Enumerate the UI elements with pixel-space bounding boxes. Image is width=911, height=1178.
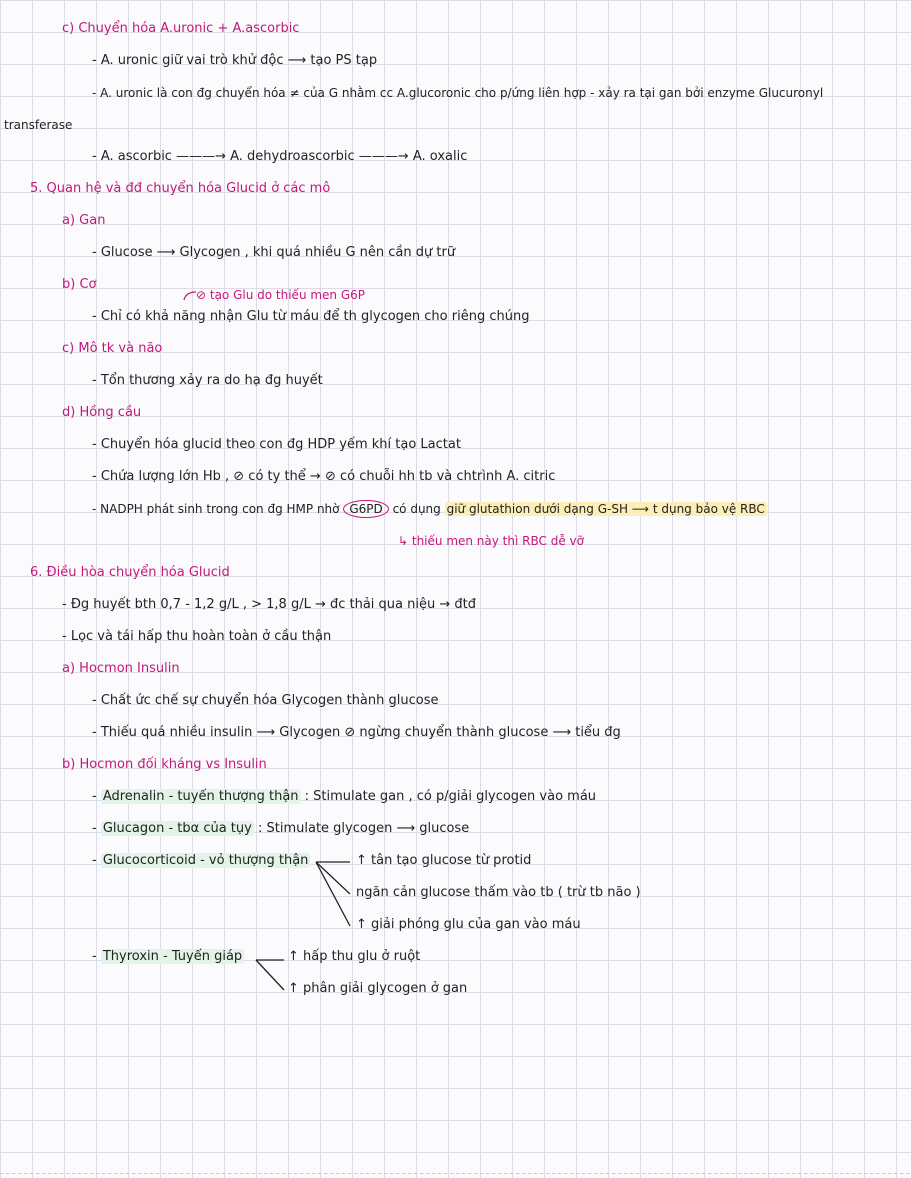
subheading-gan: a) Gan [62, 213, 106, 228]
note-line: - Tổn thương xảy ra do hạ đg huyết [92, 373, 323, 388]
subheading-co: b) Cơ [62, 277, 97, 292]
subheading-hong-cau: d) Hồng cầu [62, 405, 142, 420]
glucocorticoid-effect-2: ngăn cản glucose thấm vào tb ( trừ tb não ) [356, 885, 641, 900]
adrenalin-text: : Stimulate gan , có p/giải glycogen vào máu [304, 789, 597, 804]
nadph-text: - NADPH phát sinh trong con đg HMP nhờ [92, 502, 340, 516]
note-line: - Thiếu quá nhiều insulin ⟶ Glycogen ⊘ ngừng chuyển thành glucose ⟶ tiểu đg [92, 725, 621, 740]
heading-section-5: 5. Quan hệ và đđ chuyển hóa Glucid ở các mô [30, 181, 331, 196]
note-line: - Chứa lượng lớn Hb , ⊘ có ty thể → ⊘ có chuỗi hh tb và chtrình A. citric [92, 469, 556, 484]
thyroxin-effect-2: ↑ phân giải glycogen ở gan [288, 981, 468, 996]
page-bottom-edge [0, 1170, 911, 1176]
subheading-insulin: a) Hocmon Insulin [62, 661, 180, 676]
note-line: - Chỉ có khả năng nhận Glu từ máu để th glycogen cho riêng chúng [92, 309, 530, 324]
highlight-adrenalin: Adrenalin - tuyến thượng thận [102, 789, 299, 804]
note-line-glucagon: - Glucagon - tbα của tụy : Stimulate glycogen ⟶ glucose [92, 821, 470, 836]
annotation-g6p: ⊘ tạo Glu do thiếu men G6P [196, 288, 366, 302]
heading-uronic-ascorbic: c) Chuyển hóa A.uronic + A.ascorbic [62, 21, 300, 36]
note-line: - Chuyển hóa glucid theo con đg HDP yếm khí tạo Lactat [92, 437, 461, 452]
note-line: - A. uronic giữ vai trò khử độc ⟶ tạo PS tạp [92, 53, 378, 68]
highlight-glutathion: giữ glutathion dưới dạng G-SH ⟶ t dụng bảo vệ RBC [446, 502, 765, 516]
note-line: - Chất ức chế sự chuyển hóa Glycogen thành glucose [92, 693, 439, 708]
thyroxin-effect-1: ↑ hấp thu glu ở ruột [288, 949, 421, 964]
bracket-line-2 [316, 862, 350, 894]
subheading-doi-khang: b) Hocmon đối kháng vs Insulin [62, 757, 267, 772]
subheading-mo-tk: c) Mô tk và não [62, 341, 163, 356]
highlight-glucagon: Glucagon - tbα của tụy [102, 821, 252, 836]
note-line: transferase [4, 118, 73, 132]
note-line: - Đg huyết bth 0,7 - 1,2 g/L , > 1,8 g/L → đc thải qua niệu → đtđ [62, 597, 476, 612]
note-line: - A. uronic là con đg chuyển hóa ≠ của G nhằm cc A.glucoronic cho p/ứng liên hợp - xảy ra tại gan bởi enzyme Glucuronyl [92, 86, 824, 100]
bracket-line-3 [316, 862, 350, 926]
bracket-line-5 [256, 960, 284, 990]
note-line: - Lọc và tái hấp thu hoàn toàn ở cầu thận [62, 629, 332, 644]
nadph-mid: có dụng [392, 502, 441, 516]
highlight-glucocorticoid: Glucocorticoid - vỏ thượng thận [102, 853, 309, 868]
note-line: - Glucose ⟶ Glycogen , khi quá nhiều G nên cần dự trữ [92, 245, 456, 260]
heading-section-6: 6. Điều hòa chuyển hóa Glucid [30, 565, 230, 580]
glucocorticoid-effect-3: ↑ giải phóng glu của gan vào máu [356, 917, 581, 932]
glucagon-text: : Stimulate glycogen ⟶ glucose [257, 821, 470, 836]
g6pd-circled: G6PD [343, 500, 388, 518]
note-line-adrenalin: - Adrenalin - tuyến thượng thận : Stimulate gan , có p/giải glycogen vào máu [92, 789, 597, 804]
note-line-glucocorticoid: - Glucocorticoid - vỏ thượng thận [92, 853, 309, 868]
glucocorticoid-effect-1: ↑ tân tạo glucose từ protid [356, 853, 532, 868]
note-line-thyroxin: - Thyroxin - Tuyến giáp [92, 949, 243, 964]
highlight-thyroxin: Thyroxin - Tuyến giáp [102, 949, 243, 964]
note-line: - A. ascorbic ———→ A. dehydroascorbic ———→ A. oxalic [92, 149, 468, 164]
annotation-rbc: ↳ thiếu men này thì RBC dễ vỡ [398, 534, 584, 548]
g6p-pointer-arrow [184, 292, 196, 300]
